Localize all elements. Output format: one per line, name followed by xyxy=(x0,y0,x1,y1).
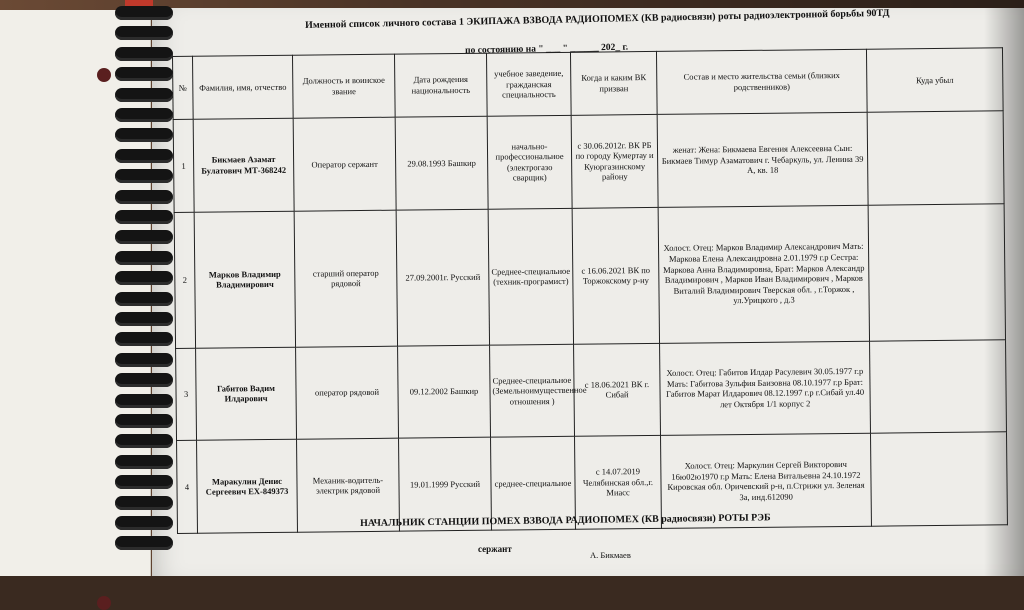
departed-to xyxy=(870,432,1007,526)
birth-nationality: 09.12.2002 Башкир xyxy=(398,345,491,439)
column-header: Фамилия, имя, отчество xyxy=(193,55,294,119)
binding-ring xyxy=(115,271,173,285)
column-header: Когда и каким ВК призван xyxy=(570,51,657,115)
binding-ring xyxy=(115,210,173,224)
binding-ring xyxy=(115,475,173,489)
family-info: Холост. Отец: Маркулин Сергей Викторович 16ю02ю1970 г.р Мать: Елена Витальевна 24.10.1972 Кировская обл. Оричевский р-н, п.Стрижи ул. Зеленая 3а, инд.612090 xyxy=(661,434,872,529)
signature-title: НАЧАЛЬНИК СТАНЦИИ ПОМЕХ ВЗВОДА РАДИОПОМЕХ (КВ радиосвязи) РОТЫ РЭБ xyxy=(360,512,771,529)
column-header: Состав и место жительства семьи (близких родственников) xyxy=(656,49,867,114)
binding-ring xyxy=(115,373,173,387)
column-header: Дата рождения национальность xyxy=(394,53,487,117)
personnel-table-container xyxy=(172,47,1007,534)
signature-name: А. Бикмаев xyxy=(590,550,631,560)
binding-ring xyxy=(115,394,173,408)
binding-ring xyxy=(115,536,173,550)
full-name: Марков Владимир Владимирович xyxy=(194,211,295,348)
binding-ring xyxy=(115,128,173,142)
signature-rank: сержант xyxy=(478,544,512,554)
column-header: учебное заведение, гражданская специальность xyxy=(486,52,571,116)
departed-to xyxy=(870,339,1007,433)
spiral-binding xyxy=(115,6,177,566)
binding-ring xyxy=(115,434,173,448)
departed-to xyxy=(868,203,1005,340)
position-rank: старший оператор рядовой xyxy=(294,210,397,347)
binding-ring xyxy=(115,169,173,183)
column-header: № xyxy=(173,56,194,119)
birth-nationality: 19.01.1999 Русский xyxy=(399,437,492,531)
binding-ring xyxy=(115,496,173,510)
binding-ring xyxy=(115,47,173,61)
family-info: женат: Жена: Бикмаева Евгения Алексеевна Сын: Бикмаев Тимур Азаматович г. Чебаркуль, ул. Ленина 39 А, кв. 18 xyxy=(657,112,868,207)
table-row xyxy=(174,203,1005,348)
position-rank: оператор рядовой xyxy=(296,346,399,440)
full-name: Маракулин Денис Сергеевич ЕХ-849373 xyxy=(197,440,298,534)
birth-nationality: 27.09.2001г. Русский xyxy=(396,209,489,346)
draft-info: с 18.06.2021 ВК г. Сибай xyxy=(574,343,661,437)
binding-ring xyxy=(115,332,173,346)
table-row xyxy=(176,339,1007,440)
draft-info: с 30.06.2012г. ВК РБ по городу Кумертау и Куюргазинскому району xyxy=(571,114,658,208)
row-number: 3 xyxy=(176,348,197,441)
full-name: Бикмаев Азамат Булатович МТ-368242 xyxy=(193,118,294,212)
personnel-table xyxy=(172,47,1008,534)
binding-ring xyxy=(115,312,173,326)
education: Среднее-специальное (Земельноимущественное отношения ) xyxy=(490,344,575,438)
binding-ring xyxy=(115,190,173,204)
binding-ring xyxy=(115,88,173,102)
punch-hole xyxy=(97,68,111,82)
column-header: Куда убыл xyxy=(866,48,1003,112)
document-date-line: по состоянию на " ___ " ______ 202_ г. xyxy=(465,42,629,56)
binding-ring xyxy=(115,455,173,469)
binding-ring xyxy=(115,353,173,367)
binding-ring xyxy=(115,251,173,265)
family-info: Холост. Отец: Габитов Илдар Расулевич 30.05.1977 г.р Мать: Габитова Зульфия Баизовна 08.10.1977 г.р Брат: Габитов Марат Илдарович 08.12.1997 г.р г.Сибай ул.40 лет Октября 1/1 корпус 2 xyxy=(660,341,871,436)
binding-ring xyxy=(115,149,173,163)
draft-info: с 16.06.2021 ВК по Торжокскому р-ну xyxy=(572,207,659,344)
position-rank: Механик-водитель-электрик рядовой xyxy=(297,438,400,532)
row-number: 1 xyxy=(173,119,194,212)
punch-hole xyxy=(97,596,111,610)
document-title: Именной список личного состава 1 ЭКИПАЖА ВЗВОДА РАДИОПОМЕХ (КВ радиосвязи) роты радиоэлектронной борьбы 90ТД xyxy=(305,7,890,31)
binding-ring xyxy=(115,516,173,530)
draft-info: с 14.07.2019 Челябинская обл.,г. Миасс xyxy=(575,436,662,530)
table-header-row xyxy=(173,48,1004,120)
binding-ring xyxy=(115,67,173,81)
education: среднее-специальное xyxy=(491,437,576,531)
family-info: Холост. Отец: Марков Владимир Александрович Мать: Маркова Елена Александровна 2.01.1979 г.р Сестра: Маркова Анна Владимировна, Брат: Марков Александр Владимирович , Марков Иван Владимирович , Марков Виталий Владимирович Тверская обл. , г.Торжок , ул.Урицкого , д.3 xyxy=(658,205,869,343)
education: начально-профессиональное (электрогазо сварщик) xyxy=(487,115,572,209)
position-rank: Оператор сержант xyxy=(293,117,396,211)
binding-ring xyxy=(115,292,173,306)
row-number: 2 xyxy=(174,212,195,348)
binding-ring xyxy=(115,230,173,244)
birth-nationality: 29.08.1993 Башкир xyxy=(395,116,488,210)
education: Среднее-специальное (техник-програмист) xyxy=(488,208,573,345)
binding-ring xyxy=(115,108,173,122)
row-number: 4 xyxy=(177,441,198,534)
departed-to xyxy=(867,111,1004,205)
full-name: Габитов Вадим Илдарович xyxy=(196,347,297,441)
binding-ring xyxy=(115,414,173,428)
table-row xyxy=(173,111,1004,212)
column-header: Должность и воинское звание xyxy=(292,54,395,118)
binding-ring xyxy=(115,6,173,20)
binding-ring xyxy=(115,26,173,40)
